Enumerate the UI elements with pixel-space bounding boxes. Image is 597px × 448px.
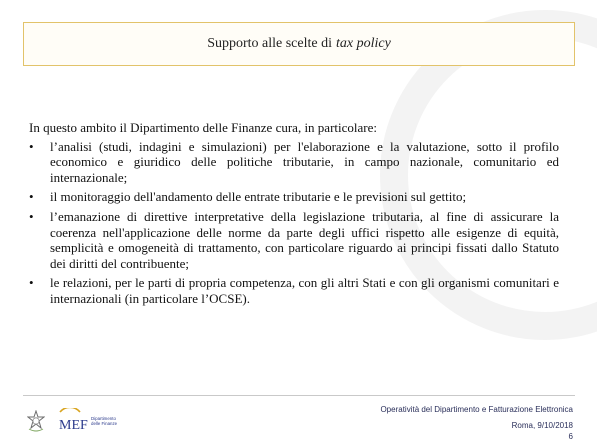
slide-body bbox=[29, 120, 559, 311]
footer-event-title: Operatività del Dipartimento e Fatturazione Elettronica bbox=[380, 405, 573, 414]
page-number: 6 bbox=[568, 432, 573, 441]
bullet-list bbox=[29, 139, 559, 307]
bullet-item bbox=[29, 139, 559, 186]
bullet-icon: • bbox=[29, 189, 34, 205]
bullet-item bbox=[29, 189, 559, 205]
bullet-text: le relazioni, per le parti di propria competenza, con gli altri Stati e con gli organismi comunitari e internazionali (in particolare l’OCSE). bbox=[50, 275, 559, 306]
bullet-item bbox=[29, 275, 559, 306]
bullet-icon: • bbox=[29, 208, 34, 224]
bullet-text: il monitoraggio dell'andamento delle entrate tributarie e le previsioni sul gettito; bbox=[50, 189, 467, 205]
mef-logo-subtext-1: Dipartimento bbox=[91, 416, 116, 421]
bullet-text: l’emanazione di direttive interpretative della legislazione tributaria, al fine di assicurare la coerenza nell'applicazione delle norme da parte degli uffici rispetto alle esigenze di equità, semplicità e omogeneità di trattamento, con particolare riguardo ai principi fissati dallo Statuto dei diritti del contribuente; bbox=[50, 208, 559, 271]
italian-emblem-icon bbox=[27, 410, 45, 432]
footer-date: Roma, 9/10/2018 bbox=[511, 421, 573, 430]
footer bbox=[313, 404, 573, 442]
intro-paragraph: In questo ambito il Dipartimento delle Finanze cura, in particolare: bbox=[29, 120, 377, 135]
mef-logo-subtext-2: delle Finanze bbox=[91, 421, 118, 426]
slide-title-italic: tax policy bbox=[336, 36, 391, 51]
mef-logo-icon bbox=[58, 408, 118, 436]
bullet-icon: • bbox=[29, 275, 34, 291]
footer-divider bbox=[23, 395, 575, 396]
mef-logo-text: MEF bbox=[59, 418, 88, 433]
bullet-icon: • bbox=[29, 138, 34, 154]
bullet-item bbox=[29, 209, 559, 271]
slide-title: Supporto alle scelte di bbox=[207, 36, 332, 51]
bullet-text: l’analisi (studi, indagini e simulazioni) per l'elaborazione e la valutazione, sotto il profilo economico e giuridico delle politiche tributarie, in campo nazionale, comunitario ed internazionale; bbox=[50, 138, 559, 185]
slide-title-box bbox=[23, 22, 575, 66]
